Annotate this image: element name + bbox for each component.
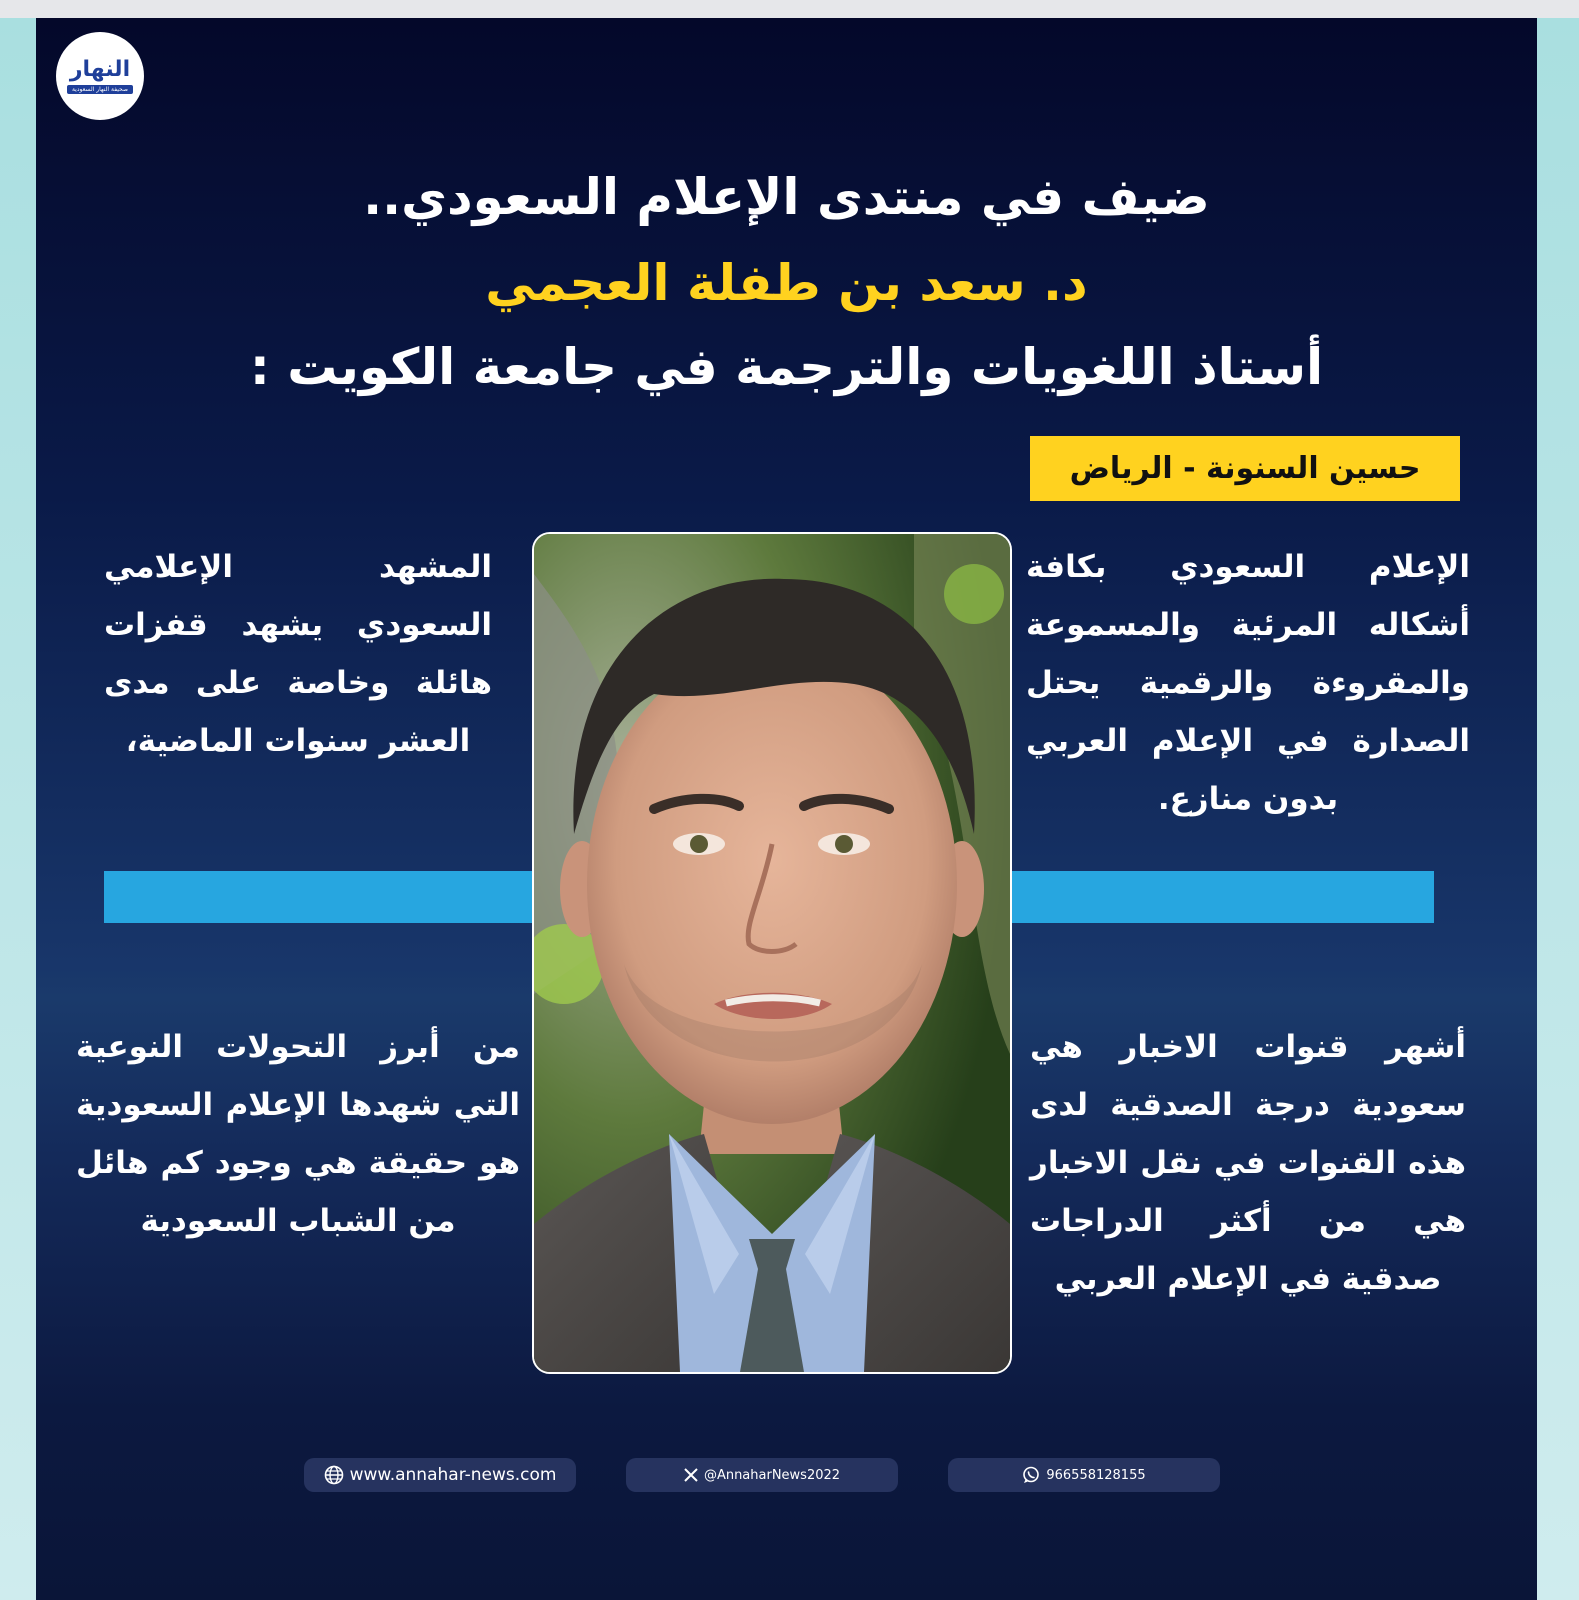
left-frame	[0, 18, 36, 1600]
quote-left-bottom: من أبرز التحولات النوعية التي شهدها الإعلام السعودية هو حقيقة هي وجود كم هائل من الشباب السعودية	[76, 1029, 520, 1239]
top-strip	[0, 0, 1579, 18]
headline-line-1: ضيف في منتدى الإعلام السعودي..	[363, 168, 1210, 226]
byline-badge: حسين السنونة - الرياض	[1030, 436, 1460, 501]
divider-bar-right	[1004, 871, 1434, 923]
headline-guest-name: د. سعد بن طفلة العجمي	[485, 254, 1088, 312]
guest-portrait	[532, 532, 1012, 1374]
right-frame	[1537, 18, 1579, 1600]
twitter-link[interactable]	[626, 1458, 898, 1492]
portrait-illustration	[534, 534, 1010, 1372]
logo-wordmark: النهار	[69, 57, 131, 82]
quote-right-top: الإعلام السعودي بكافة أشكاله المرئية والمسموعة والمقروءة والرقمية يحتل الصدارة في الإعلام العربي بدون منازع.	[1026, 549, 1470, 817]
newspaper-logo	[56, 32, 144, 120]
quote-right-bottom: أشهر قنوات الاخبار هي سعودية درجة الصدقية لدى هذه القنوات في نقل الاخبار هي من أكثر الدراجات صدقية في الإعلام العربي	[1030, 1029, 1466, 1297]
website-url: www.annahar-news.com	[349, 1465, 557, 1485]
globe-icon	[324, 1465, 344, 1485]
whatsapp-icon	[1022, 1466, 1040, 1484]
twitter-handle: @AnnaharNews2022	[703, 1467, 841, 1483]
website-link[interactable]	[304, 1458, 576, 1492]
divider-bar-left	[104, 871, 532, 923]
whatsapp-link[interactable]	[948, 1458, 1220, 1492]
whatsapp-number: 966558128155	[1046, 1467, 1146, 1483]
headline-guest-title: أستاذ اللغويات والترجمة في جامعة الكويت :	[249, 338, 1324, 396]
news-card	[36, 18, 1537, 1600]
quote-left-top: المشهد الإعلامي السعودي يشهد قفزات هائلة وخاصة على مدى العشر سنوات الماضية،	[104, 549, 492, 759]
logo-tagline: صحيفة النهار السعودية	[67, 85, 133, 94]
x-icon	[684, 1468, 698, 1482]
